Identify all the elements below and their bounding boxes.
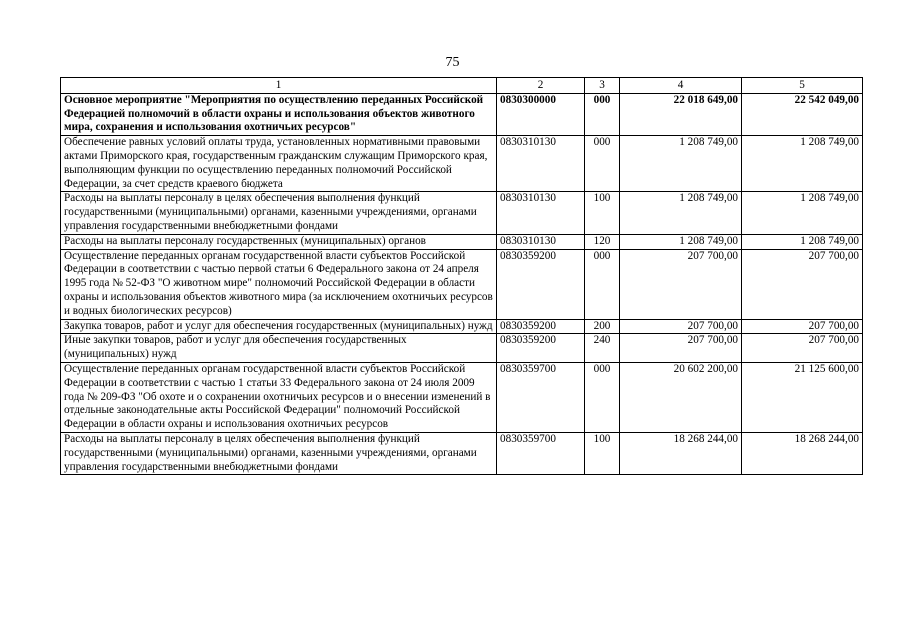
table-row bbox=[61, 192, 863, 234]
table-row bbox=[61, 249, 863, 319]
row-code-cell: 0830359700 bbox=[497, 432, 585, 474]
row-value-year-1-cell: 1 208 749,00 bbox=[620, 136, 742, 192]
row-value-year-2-cell: 22 542 049,00 bbox=[742, 93, 863, 135]
row-name-cell: Закупка товаров, работ и услуг для обеспечения государственных (муниципальных) нужд bbox=[61, 319, 497, 334]
table-row bbox=[61, 319, 863, 334]
table-row bbox=[61, 362, 863, 432]
row-value-year-2-cell: 21 125 600,00 bbox=[742, 362, 863, 432]
row-value-year-2-cell: 1 208 749,00 bbox=[742, 192, 863, 234]
header-row bbox=[61, 78, 863, 94]
row-value-year-1-cell: 1 208 749,00 bbox=[620, 192, 742, 234]
row-code-cell: 0830359200 bbox=[497, 249, 585, 319]
row-value-year-1-cell: 207 700,00 bbox=[620, 334, 742, 363]
row-value-year-1-cell: 207 700,00 bbox=[620, 319, 742, 334]
row-name-cell: Осуществление переданных органам государственной власти субъектов Российской Федерации в соответствии с частью первой статьи 6 Федерального закона от 24 апреля 1995 года № 52-ФЗ "О животном мире" полномочий Российской Федерации в области охраны и использования объектов животного мира (за исключением охотничьих ресурсов и водных биологических ресурсов) bbox=[61, 249, 497, 319]
row-name-cell: Расходы на выплаты персоналу государственных (муниципальных) органов bbox=[61, 234, 497, 249]
row-type-cell: 100 bbox=[585, 432, 620, 474]
col-header-name: 1 bbox=[61, 78, 497, 94]
table-row bbox=[61, 93, 863, 135]
row-value-year-2-cell: 207 700,00 bbox=[742, 249, 863, 319]
row-value-year-1-cell: 22 018 649,00 bbox=[620, 93, 742, 135]
col-header-year-1: 4 bbox=[620, 78, 742, 94]
row-code-cell: 0830359700 bbox=[497, 362, 585, 432]
row-type-cell: 200 bbox=[585, 319, 620, 334]
row-name-cell: Осуществление переданных органам государственной власти субъектов Российской Федерации в соответствии с частью 1 статьи 33 Федерального закона от 24 июля 2009 года № 209-ФЗ "Об охоте и о сохранении охотничьих ресурсов и о внесении изменений в отдельные законодательные акты Российской Федерации" полномочий Российской Федерации в области охраны и использования охотничьих ресурсов bbox=[61, 362, 497, 432]
table-row bbox=[61, 136, 863, 192]
row-value-year-2-cell: 207 700,00 bbox=[742, 319, 863, 334]
row-name-cell: Основное мероприятие "Мероприятия по осуществлению переданных Российской Федерацией полномочий в области охраны и использования объектов животного мира, сохранения и использования охотничьих ресурсов" bbox=[61, 93, 497, 135]
row-value-year-1-cell: 20 602 200,00 bbox=[620, 362, 742, 432]
row-name-cell: Расходы на выплаты персоналу в целях обеспечения выполнения функций государственными (муниципальными) органами, казенными учреждениями, органами управления государственными внебюджетными фондами bbox=[61, 192, 497, 234]
table-row bbox=[61, 334, 863, 363]
row-value-year-2-cell: 1 208 749,00 bbox=[742, 136, 863, 192]
row-code-cell: 0830359200 bbox=[497, 334, 585, 363]
row-value-year-1-cell: 1 208 749,00 bbox=[620, 234, 742, 249]
row-code-cell: 0830359200 bbox=[497, 319, 585, 334]
row-value-year-1-cell: 207 700,00 bbox=[620, 249, 742, 319]
row-name-cell: Обеспечение равных условий оплаты труда, установленных нормативными правовыми актами Приморского края, государственным гражданским служащим Приморского края, выполняющим функции по осуществлению переданных полномочий Российской Федерации, за счет средств краевого бюджета bbox=[61, 136, 497, 192]
row-type-cell: 000 bbox=[585, 93, 620, 135]
row-code-cell: 0830310130 bbox=[497, 234, 585, 249]
row-code-cell: 0830310130 bbox=[497, 136, 585, 192]
table-body bbox=[61, 93, 863, 475]
row-type-cell: 000 bbox=[585, 362, 620, 432]
row-type-cell: 100 bbox=[585, 192, 620, 234]
row-value-year-2-cell: 1 208 749,00 bbox=[742, 234, 863, 249]
row-name-cell: Иные закупки товаров, работ и услуг для обеспечения государственных (муниципальных) нужд bbox=[61, 334, 497, 363]
page-number: 75 bbox=[445, 55, 460, 70]
row-code-cell: 0830300000 bbox=[497, 93, 585, 135]
row-code-cell: 0830310130 bbox=[497, 192, 585, 234]
row-type-cell: 240 bbox=[585, 334, 620, 363]
col-header-code: 2 bbox=[497, 78, 585, 94]
row-value-year-1-cell: 18 268 244,00 bbox=[620, 432, 742, 474]
col-header-year-2: 5 bbox=[742, 78, 863, 94]
col-header-type: 3 bbox=[585, 78, 620, 94]
budget-table bbox=[60, 77, 863, 475]
row-value-year-2-cell: 18 268 244,00 bbox=[742, 432, 863, 474]
row-type-cell: 120 bbox=[585, 234, 620, 249]
row-value-year-2-cell: 207 700,00 bbox=[742, 334, 863, 363]
row-type-cell: 000 bbox=[585, 136, 620, 192]
table-row bbox=[61, 432, 863, 474]
row-name-cell: Расходы на выплаты персоналу в целях обеспечения выполнения функций государственными (муниципальными) органами, казенными учреждениями, органами управления государственными внебюджетными фондами bbox=[61, 432, 497, 474]
table-row bbox=[61, 234, 863, 249]
row-type-cell: 000 bbox=[585, 249, 620, 319]
